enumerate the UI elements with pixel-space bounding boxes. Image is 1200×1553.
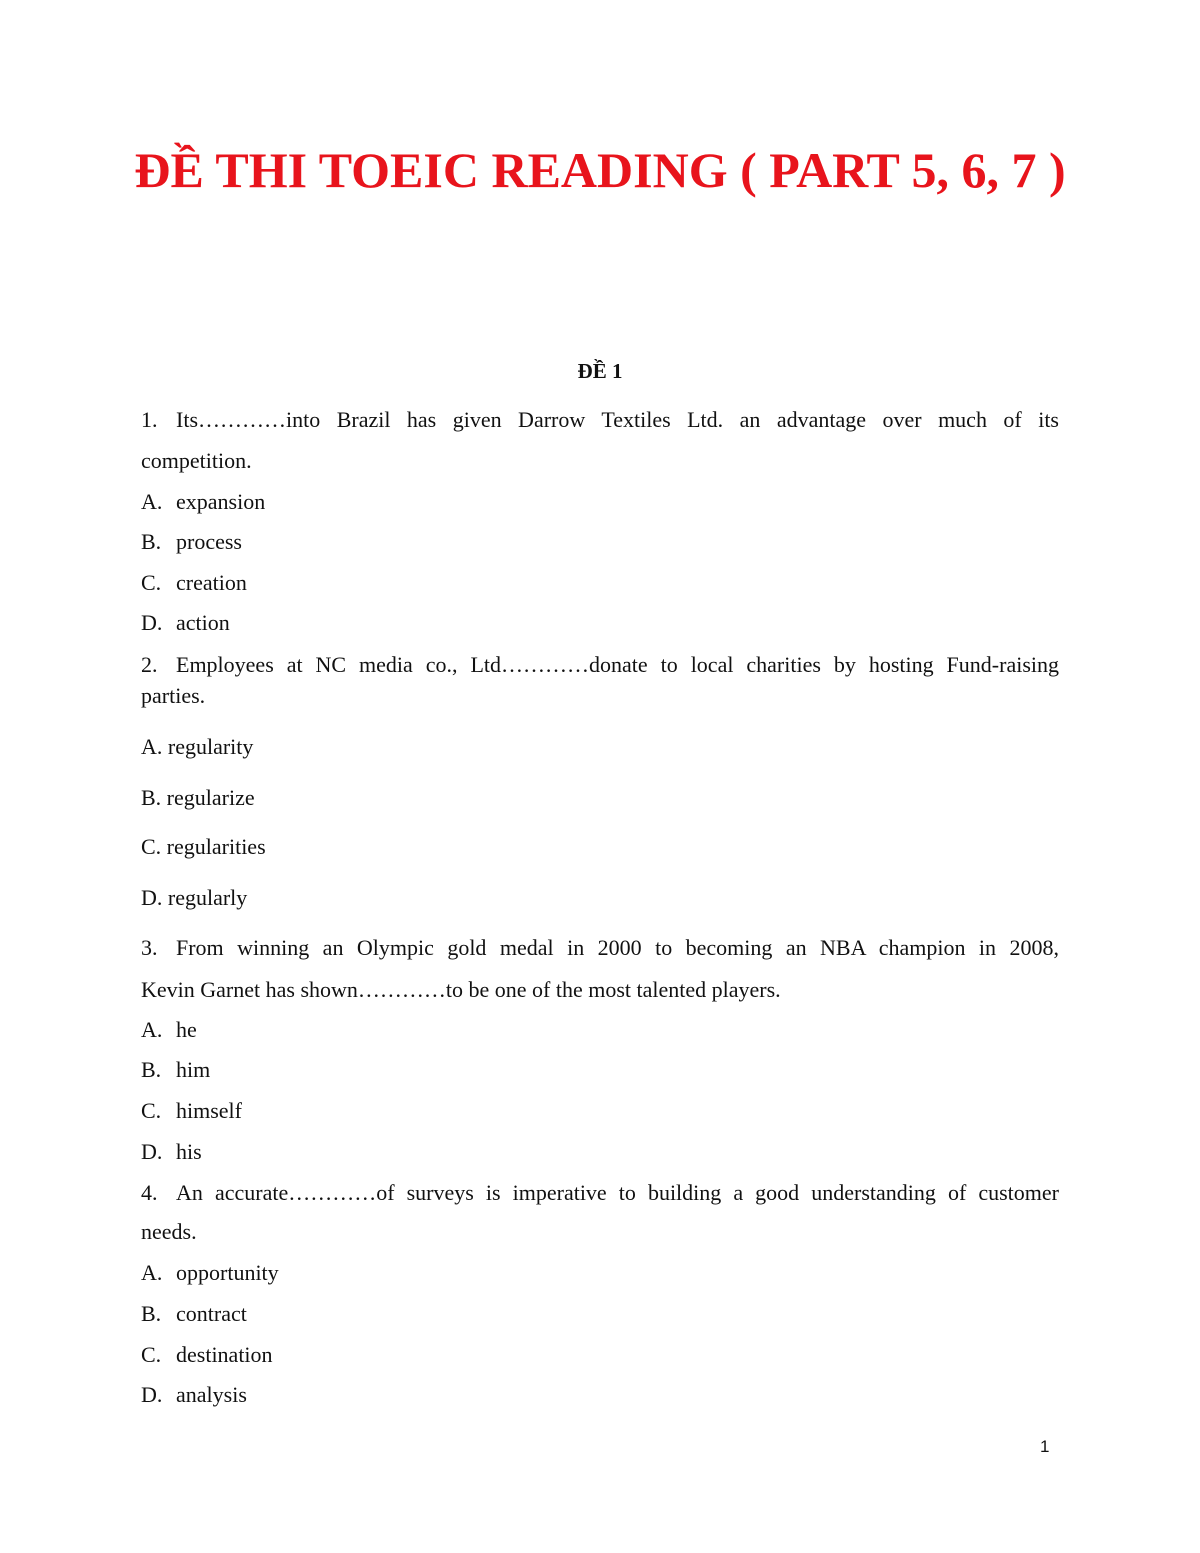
question-2-number: 2. bbox=[141, 652, 158, 677]
question-2-option-b: B. regularize bbox=[141, 785, 255, 810]
question-3-option-c: C. himself bbox=[141, 1098, 242, 1123]
question-1-line-1 bbox=[141, 406, 1059, 434]
question-4-line-1 bbox=[141, 1179, 1059, 1207]
question-3-option-b: B. him bbox=[141, 1057, 211, 1082]
question-3-text: From winning an Olympic gold medal in 2000 to becoming an NBA champion in 2008, bbox=[176, 935, 1059, 960]
question-3-line-2: Kevin Garnet has shown…………to be one of the most talented players. bbox=[141, 977, 781, 1002]
question-1-option-b: B. process bbox=[141, 529, 242, 554]
question-4-number: 4. bbox=[141, 1180, 158, 1205]
question-4-option-c: C. destination bbox=[141, 1342, 273, 1367]
exam-subtitle: ĐỀ 1 bbox=[577, 359, 623, 383]
question-2-option-d: D. regularly bbox=[141, 885, 248, 910]
question-3-line-1 bbox=[141, 934, 1059, 962]
question-2-option-c: C. regularities bbox=[141, 834, 266, 859]
question-3-option-a: A. he bbox=[141, 1017, 197, 1042]
question-4-line-2: needs. bbox=[141, 1219, 197, 1244]
question-1-option-d: D. action bbox=[141, 610, 230, 635]
question-2-text: Employees at NC media co., Ltd…………donate to local charities by hosting Fund-raising bbox=[176, 652, 1059, 677]
question-1-text: Its…………into Brazil has given Darrow Textiles Ltd. an advantage over much of its bbox=[176, 407, 1059, 432]
question-1-option-c: C. creation bbox=[141, 570, 247, 595]
question-4-option-a: A. opportunity bbox=[141, 1260, 279, 1285]
question-2-line-2: parties. bbox=[141, 683, 206, 708]
question-2-option-a: A. regularity bbox=[141, 734, 254, 759]
question-4-option-d: D. analysis bbox=[141, 1382, 247, 1407]
question-1-line-2: competition. bbox=[141, 448, 252, 473]
question-1-number: 1. bbox=[141, 407, 158, 432]
question-3-option-d: D. his bbox=[141, 1139, 202, 1164]
question-2-line-1 bbox=[141, 651, 1059, 679]
question-4-option-b: B. contract bbox=[141, 1301, 247, 1326]
document-title: ĐỀ THI TOEIC READING ( PART 5, 6, 7 ) bbox=[134, 142, 1066, 198]
question-1-option-a: A. expansion bbox=[141, 489, 266, 514]
question-3-number: 3. bbox=[141, 935, 158, 960]
page-number: 1 bbox=[1040, 1437, 1050, 1456]
question-4-text: An accurate…………of surveys is imperative to building a good understanding of customer bbox=[176, 1180, 1059, 1205]
